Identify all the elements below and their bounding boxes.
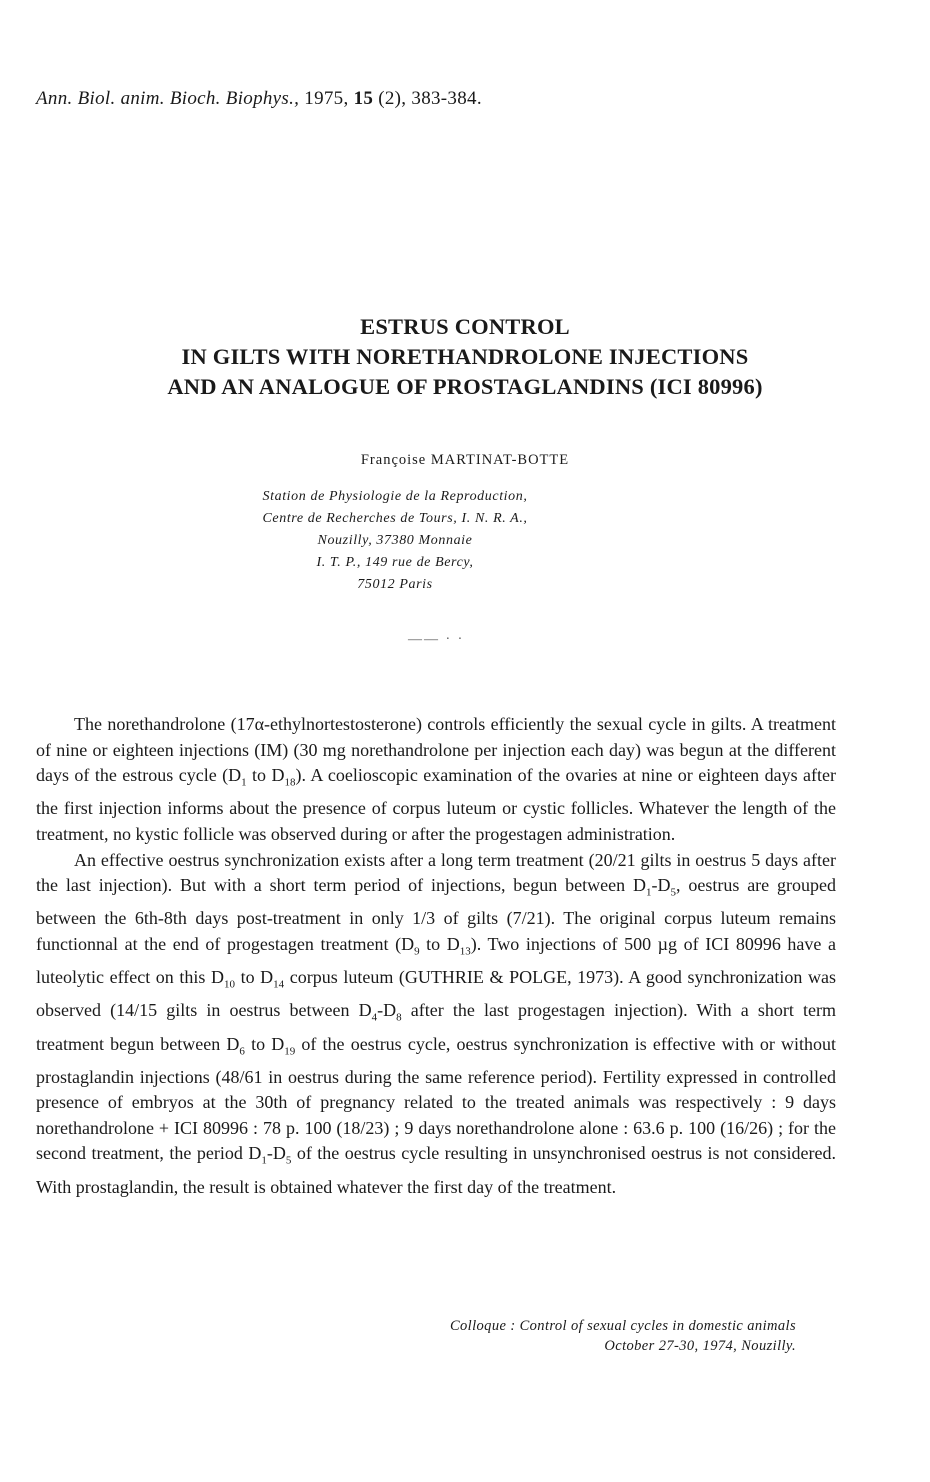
subscript: 6 xyxy=(239,1045,245,1058)
paragraph-1 xyxy=(36,712,836,848)
journal-citation xyxy=(36,88,482,110)
text-run: to D xyxy=(234,967,274,988)
text-run: to D xyxy=(246,765,285,786)
subscript: 1 xyxy=(261,1155,267,1168)
text-run: The norethandrolone (17α-ethylnortestosterone) controls efficiently the sexual cycle in gilts. A treatment of nine or eighteen injections (IM) (30 mg norethandrolone per injection each day) was begun at the different days of the estrous cycle (D xyxy=(36,714,836,786)
colloque-line-2: October 27-30, 1974, Nouzilly. xyxy=(604,1338,796,1354)
paragraph-2 xyxy=(36,848,836,1201)
subscript: 1 xyxy=(645,886,652,899)
subscript: 18 xyxy=(284,776,296,789)
affiliation-line-3: Nouzilly, 37380 Monnaie xyxy=(317,533,473,548)
colloque-line-1: Colloque : Control of sexual cycles in domestic animals xyxy=(449,1318,796,1334)
article-title xyxy=(0,312,930,402)
text-run: to D xyxy=(244,1033,285,1054)
text-run: , oestrus are grouped between the 6th-8th days post-treatment in only 1/3 of gilts (7/21). The original corpus luteum remains functionnal at the end of progestagen treatment (D xyxy=(36,875,836,954)
subscript: 8 xyxy=(396,1011,402,1024)
affiliation-line-2: Centre de Recherches de Tours, I. N. R. A., xyxy=(262,511,528,526)
section-separator: —— · · xyxy=(408,632,465,647)
text-run: to D xyxy=(419,933,460,954)
text-run: An effective oestrus synchronization exists after a long term treatment (20/21 gilts in oestrus 5 days after the last injection). But with a short term period of injections, begun between D xyxy=(36,849,836,896)
text-run: -D xyxy=(377,1000,397,1021)
text-run: of the oestrus cycle, oestrus synchronization is effective with or without prostaglandin injections (48/61 in oestrus during the same reference period). Fertility expressed in controlled presence of embryos at the 30th of pregnancy related to the treated animals was respectively : 9 days norethandrolone + ICI 80996 : 78 p. 100 (18/23) ; 9 days norethandrolone alone : 63.6 p. 100 (16/26) ; for the second treatment, the period D xyxy=(36,1033,837,1164)
text-run: after the last progestagen injection). With a short term treatment begun between D xyxy=(36,1000,836,1054)
journal-name: Ann. Biol. anim. Bioch. Biophys., xyxy=(36,88,300,109)
subscript: 13 xyxy=(459,945,471,958)
title-line-2: IN GILTS WITH NORETHANDROLONE INJECTIONS xyxy=(181,344,749,369)
text-run: -D xyxy=(266,1143,286,1164)
subscript: 4 xyxy=(371,1011,378,1024)
text-run: ). A coelioscopic examination of the ovaries at nine or eighteen days after the first injection informs about the presence of corpus luteum or cystic follicles. Whatever the length of the treatment, no kystic follicle was observed during or after the progestagen administration. xyxy=(36,765,837,844)
affiliation xyxy=(0,486,790,596)
subscript: 5 xyxy=(285,1155,292,1168)
abstract-body xyxy=(36,712,836,1200)
author-name: Françoise MARTINAT-BOTTE xyxy=(360,452,570,468)
journal-issue-pages: (2), 383-384. xyxy=(378,88,482,109)
subscript: 1 xyxy=(241,776,247,789)
colloque-note xyxy=(450,1316,796,1356)
subscript: 10 xyxy=(223,978,235,991)
title-line-1: ESTRUS CONTROL xyxy=(360,314,570,339)
affiliation-line-4: I. T. P., 149 rue de Bercy, xyxy=(316,555,474,570)
text-run: -D xyxy=(651,875,671,896)
subscript: 19 xyxy=(284,1045,296,1058)
text-run: ). Two injections of 500 µg of ICI 80996 have a luteolytic effect on this D xyxy=(36,933,836,988)
subscript: 9 xyxy=(414,945,420,958)
subscript: 5 xyxy=(670,886,676,899)
text-run: corpus luteum (GUTHRIE & POLGE, 1973). A good synchronization was observed (14/15 gilts in oestrus between D xyxy=(36,967,837,1021)
journal-year: 1975, xyxy=(304,88,349,109)
subscript: 14 xyxy=(273,978,285,991)
journal-volume: 15 xyxy=(353,88,374,109)
affiliation-line-1: Station de Physiologie de la Reproduction, xyxy=(262,489,528,504)
title-line-3: AND AN ANALOGUE OF PROSTAGLANDINS (ICI 80996) xyxy=(167,374,763,399)
text-run: of the oestrus cycle resulting in unsynchronised oestrus is not considered. With prostaglandin, the result is obtained whatever the first day of the treatment. xyxy=(36,1143,836,1197)
affiliation-line-5: 75012 Paris xyxy=(357,577,433,592)
